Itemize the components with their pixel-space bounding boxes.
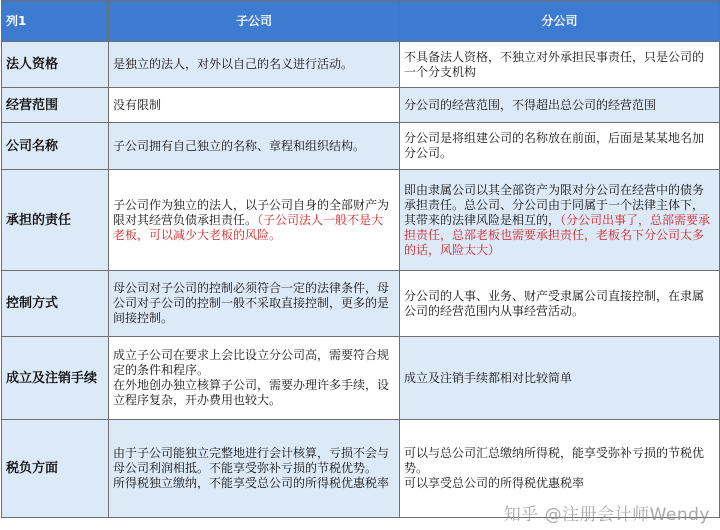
subsidiary-cell: 母公司对子公司的控制必须符合一定的法律条件，母公司对子公司的控制一般不采取直接控制，更多的是间接控制。 <box>109 271 400 337</box>
branch-cell <box>400 420 720 518</box>
branch-text: 即由隶属公司以其全部资产为限对分公司在经营中的债务承担责任。总公司、分公司由于同属于一个法律主体下，其带来的法律风险是相互的， <box>404 182 705 227</box>
branch-line: 可以享受总公司的所得税优惠税率 <box>404 476 585 490</box>
subsidiary-line: 所得税独立缴纳，不能享受总公司的所得税优惠税率 <box>113 476 390 490</box>
branch-cell: 不具备法人资格，不独立对外承担民事责任，只是公司的一个分支机构 <box>400 42 720 88</box>
row-label: 法人资格 <box>2 42 109 88</box>
comparison-table <box>1 0 720 518</box>
header-subsidiary: 子公司 <box>109 1 400 42</box>
table-row <box>2 271 720 337</box>
branch-cell: 分公司是将组建公司的名称放在前面，后面是某某地名加分公司。 <box>400 123 720 170</box>
table-row <box>2 123 720 170</box>
subsidiary-line: 在外地创办独立核算子公司，需要办理许多手续，设立程序复杂，开办费用也较大。 <box>113 378 390 407</box>
subsidiary-cell <box>109 420 400 518</box>
row-label: 公司名称 <box>2 123 109 170</box>
subsidiary-cell: 是独立的法人，对外以自己的名义进行活动。 <box>109 42 400 88</box>
row-label: 承担的责任 <box>2 170 109 271</box>
header-branch: 分公司 <box>400 1 720 42</box>
row-label: 经营范围 <box>2 88 109 123</box>
subsidiary-cell: 子公司拥有自己独立的名称、章程和组织结构。 <box>109 123 400 170</box>
subsidiary-line: 由于子公司能独立完整地进行会计核算，亏损不会与母公司利润相抵。不能享受弥补亏损的节税优势。 <box>113 446 390 475</box>
branch-cell: 分公司的经营范围，不得超出总公司的经营范围 <box>400 88 720 123</box>
row-label: 税负方面 <box>2 420 109 518</box>
subsidiary-cell: 没有限制 <box>109 88 400 123</box>
table-row <box>2 170 720 271</box>
table-row <box>2 42 720 88</box>
subsidiary-text: 子公司作为独立的法人，以子公司自身的全部财产为限对其经营负债承担责任。 <box>113 197 390 227</box>
row-label: 成立及注销手续 <box>2 337 109 420</box>
branch-cell <box>400 170 720 271</box>
branch-cell: 成立及注销手续都相对比较简单 <box>400 337 720 420</box>
subsidiary-cell <box>109 170 400 271</box>
header-col1: 列1 <box>2 1 109 42</box>
row-label: 控制方式 <box>2 271 109 337</box>
table-row <box>2 337 720 420</box>
table-row <box>2 88 720 123</box>
table-row <box>2 420 720 518</box>
header-row <box>2 1 720 42</box>
watermark: 知乎 @注册会计师Wendy <box>503 505 710 525</box>
branch-line: 可以与总公司汇总缴纳所得税，能享受弥补亏损的节税优势。 <box>404 446 705 475</box>
subsidiary-note: （子公司法人一般不是大老板，可以减少大老板的风险。 <box>113 212 384 242</box>
branch-cell: 分公司的人事、业务、财产受隶属公司直接控制，在隶属公司的经营范围内从事经营活动。 <box>400 271 720 337</box>
branch-note: （分公司出事了，总部需要承担责任，总部老板也需要承担责任，老板名下分公司太多的话，风险太大） <box>404 212 711 257</box>
subsidiary-line: 成立子公司在要求上会比设立分公司高，需要符合规定的条件和程序。 <box>113 348 390 377</box>
subsidiary-cell <box>109 337 400 420</box>
